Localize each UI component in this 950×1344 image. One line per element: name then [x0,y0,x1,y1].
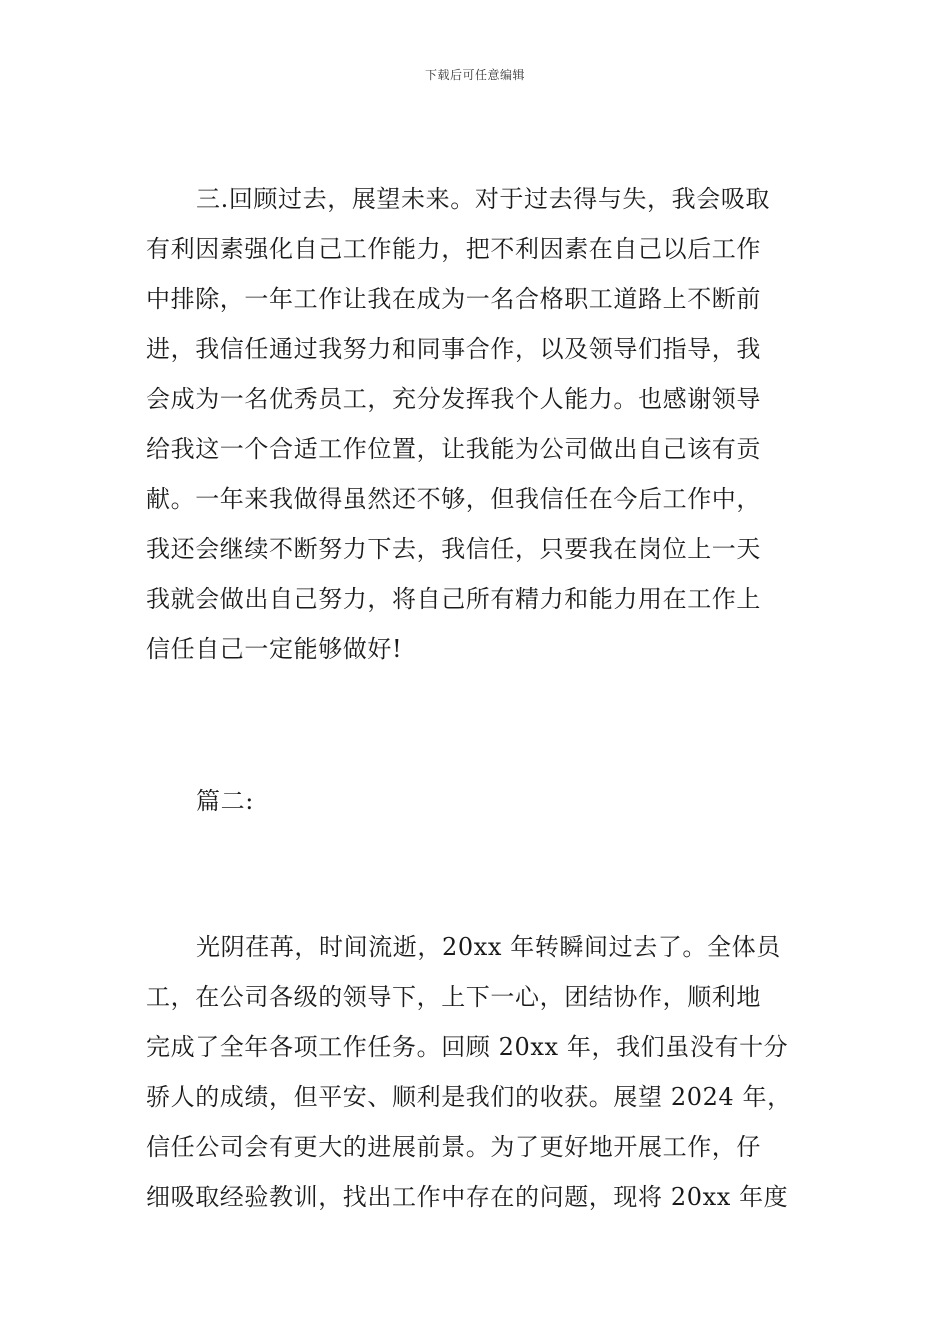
paragraph-line: 进，我信任通过我努力和同事合作，以及领导们指导，我 [146,335,761,363]
paragraph-line: 完成了全年各项工作任务。回顾 20xx 年，我们虽没有十分 [146,1033,789,1061]
paragraph-line: 细吸取经验教训，找出工作中存在的问题，现将 20xx 年度 [146,1183,789,1211]
paragraph-line: 骄人的成绩，但平安、顺利是我们的收获。展望 2024 年， [146,1083,792,1111]
paragraph-line: 会成为一名优秀员工，充分发挥我个人能力。也感谢领导 [146,385,761,413]
paragraph-summary [146,922,806,1222]
paragraph-line: 我还会继续不断努力下去，我信任，只要我在岗位上一天 [146,535,761,563]
paragraph-line: 中排除，一年工作让我在成为一名合格职工道路上不断前 [146,285,761,313]
page-header: 下载后可任意编辑 [424,68,525,82]
section-heading [146,776,806,826]
paragraph-line: 我就会做出自己努力，将自己所有精力和能力用在工作上 [146,585,761,613]
paragraph-line: 信任公司会有更大的进展前景。为了更好地开展工作，仔 [146,1133,761,1161]
section-heading-text: 篇二: [196,787,254,815]
paragraph-line: 光阴荏苒，时间流逝，20xx 年转瞬间过去了。全体员 [196,933,781,961]
paragraph-review [146,174,806,674]
paragraph-line: 给我这一个合适工作位置，让我能为公司做出自己该有贡 [146,435,761,463]
paragraph-line: 献。一年来我做得虽然还不够，但我信任在今后工作中， [146,485,761,513]
paragraph-line: 三.回顾过去，展望未来。对于过去得与失，我会吸取 [196,185,771,213]
paragraph-line: 信任自己一定能够做好! [146,635,403,663]
paragraph-line: 工，在公司各级的领导下，上下一心，团结协作，顺利地 [146,983,761,1011]
paragraph-line: 有利因素强化自己工作能力，把不利因素在自己以后工作 [146,235,761,263]
